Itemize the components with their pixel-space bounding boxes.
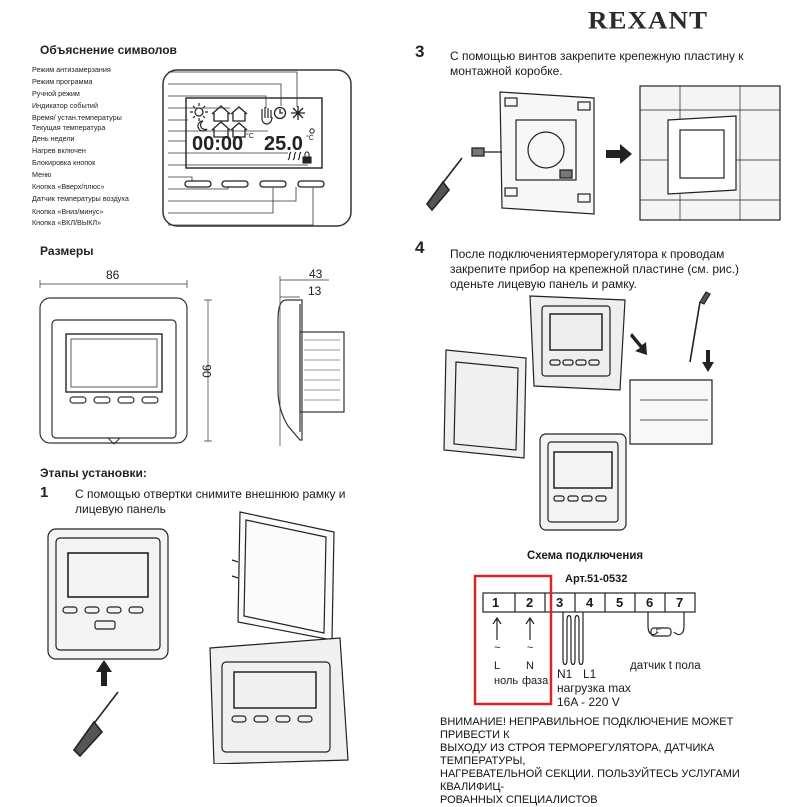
warning-line: ВЫХОДУ ИЗ СТРОЯ ТЕРМОРЕГУЛЯТОРА, ДАТЧИКА ТЕМПЕРАТУРЫ, <box>440 742 715 767</box>
step-3-line: монтажной коробке. <box>450 64 563 78</box>
wall-box <box>640 86 780 220</box>
warning-line: ВНИМАНИЕ! НЕПРАВИЛЬНОЕ ПОДКЛЮЧЕНИЕ МОЖЕТ ПРИВЕСТИ К <box>440 716 734 741</box>
step-3-number: 3 <box>415 42 425 61</box>
down-right-arrow-icon <box>630 333 714 372</box>
symbol-label: Кнопка «Вниз/минус» <box>32 207 104 216</box>
brand-logo: REXANT <box>588 5 709 35</box>
symbol-label: Датчик температуры воздуха <box>32 194 129 203</box>
terminal-1: 1 <box>492 595 500 610</box>
load-label: нагрузка max <box>557 681 631 695</box>
dim-height: 90 <box>199 364 214 378</box>
label-phase: фаза <box>522 675 549 687</box>
terminal-4: 4 <box>586 595 594 610</box>
screwdriver-step3-icon <box>427 158 462 210</box>
symbol-label: Кнопка «Вверх/плюс» <box>32 182 105 191</box>
degree-unit-1: °C <box>246 133 254 140</box>
install-title: Этапы установки: <box>40 466 147 480</box>
step-1-line: С помощью отвертки снимите внешнюю рамку и <box>75 487 346 501</box>
screwdriver-icon <box>74 692 118 756</box>
symbol-label: Ручной режим <box>32 89 80 98</box>
degree-unit-2: °C <box>306 135 314 142</box>
symbol-label: Время/ устан.температуры <box>32 113 122 122</box>
load-value: 16A - 220 V <box>557 695 620 709</box>
symbol-label: Нагрев включен <box>32 146 86 155</box>
label-null: ноль <box>494 675 519 687</box>
step-4-number: 4 <box>415 238 425 257</box>
dim-depth-part: 13 <box>308 284 322 298</box>
wiring-title: Схема подключения <box>527 550 644 562</box>
tilde-N: ~ <box>527 642 534 654</box>
symbols-title: Объяснение символов <box>40 43 177 57</box>
dim-depth-total: 43 <box>309 267 323 281</box>
step1-panel-removed <box>210 638 348 764</box>
symbol-label: Меню <box>32 170 52 179</box>
tilde-L: ~ <box>494 642 501 654</box>
terminal-3: 3 <box>556 595 564 610</box>
step4-panel <box>530 296 625 390</box>
up-arrow-icon <box>96 660 112 686</box>
step-4-line: закрепите прибор на крепежной пластине (см. рис.) <box>450 262 740 276</box>
symbol-label: Индикатор событий <box>32 101 98 110</box>
warning-text <box>440 716 780 807</box>
step1-thermostat-front <box>48 529 168 659</box>
symbol-label: Кнопка «ВКЛ/ВЫКЛ» <box>32 218 102 227</box>
symbol-label: Блокировка кнопок <box>32 158 96 167</box>
wiring-lines <box>493 612 684 665</box>
step4-frame <box>444 350 526 458</box>
display-temp: 25.0 <box>264 133 303 155</box>
wiring-article: Арт.51-0532 <box>565 573 628 585</box>
symbol-label: Режим антизамерзания <box>32 65 111 74</box>
right-arrow-icon <box>606 144 632 164</box>
sensor-label: датчик t пола <box>630 660 701 672</box>
step-4-line: оденьте лицевую панель и рамку. <box>450 277 637 291</box>
step-3-line: С помощью винтов закрепите крепежную пластину к <box>450 49 744 63</box>
label-L: L <box>494 660 501 672</box>
label-N1: N1 <box>557 667 573 681</box>
warning-line: РОВАННЫХ СПЕЦИАЛИСТОВ <box>440 794 598 806</box>
terminal-5: 5 <box>616 595 624 610</box>
symbol-label: Режим программа <box>32 77 93 86</box>
mounting-plate <box>500 92 594 214</box>
step4-detail-circle <box>630 292 712 444</box>
step1-frame-removed <box>232 512 334 640</box>
step-4-line: После подключениятерморегулятора к проводам <box>450 247 725 261</box>
step4-assembled <box>540 434 626 530</box>
dimensions-title: Размеры <box>40 244 94 258</box>
terminal-2: 2 <box>526 595 534 610</box>
step-1-number: 1 <box>40 484 49 501</box>
display-time: 00:00 <box>192 133 244 155</box>
terminal-6: 6 <box>646 595 654 610</box>
label-N: N <box>526 660 534 672</box>
sensor-code: t° <box>656 628 661 635</box>
terminal-7: 7 <box>676 595 684 610</box>
step-1-line: лицевую панель <box>75 502 166 516</box>
symbol-label: Текущая температура <box>32 123 106 132</box>
label-L1: L1 <box>583 667 597 681</box>
symbol-label: День недели <box>32 134 75 143</box>
dim-width: 86 <box>106 268 120 282</box>
warning-line: НАГРЕВАТЕЛЬНОЙ СЕКЦИИ. ПОЛЬЗУЙТЕСЬ УСЛУГАМИ КВАЛИФИЦ- <box>440 768 740 793</box>
